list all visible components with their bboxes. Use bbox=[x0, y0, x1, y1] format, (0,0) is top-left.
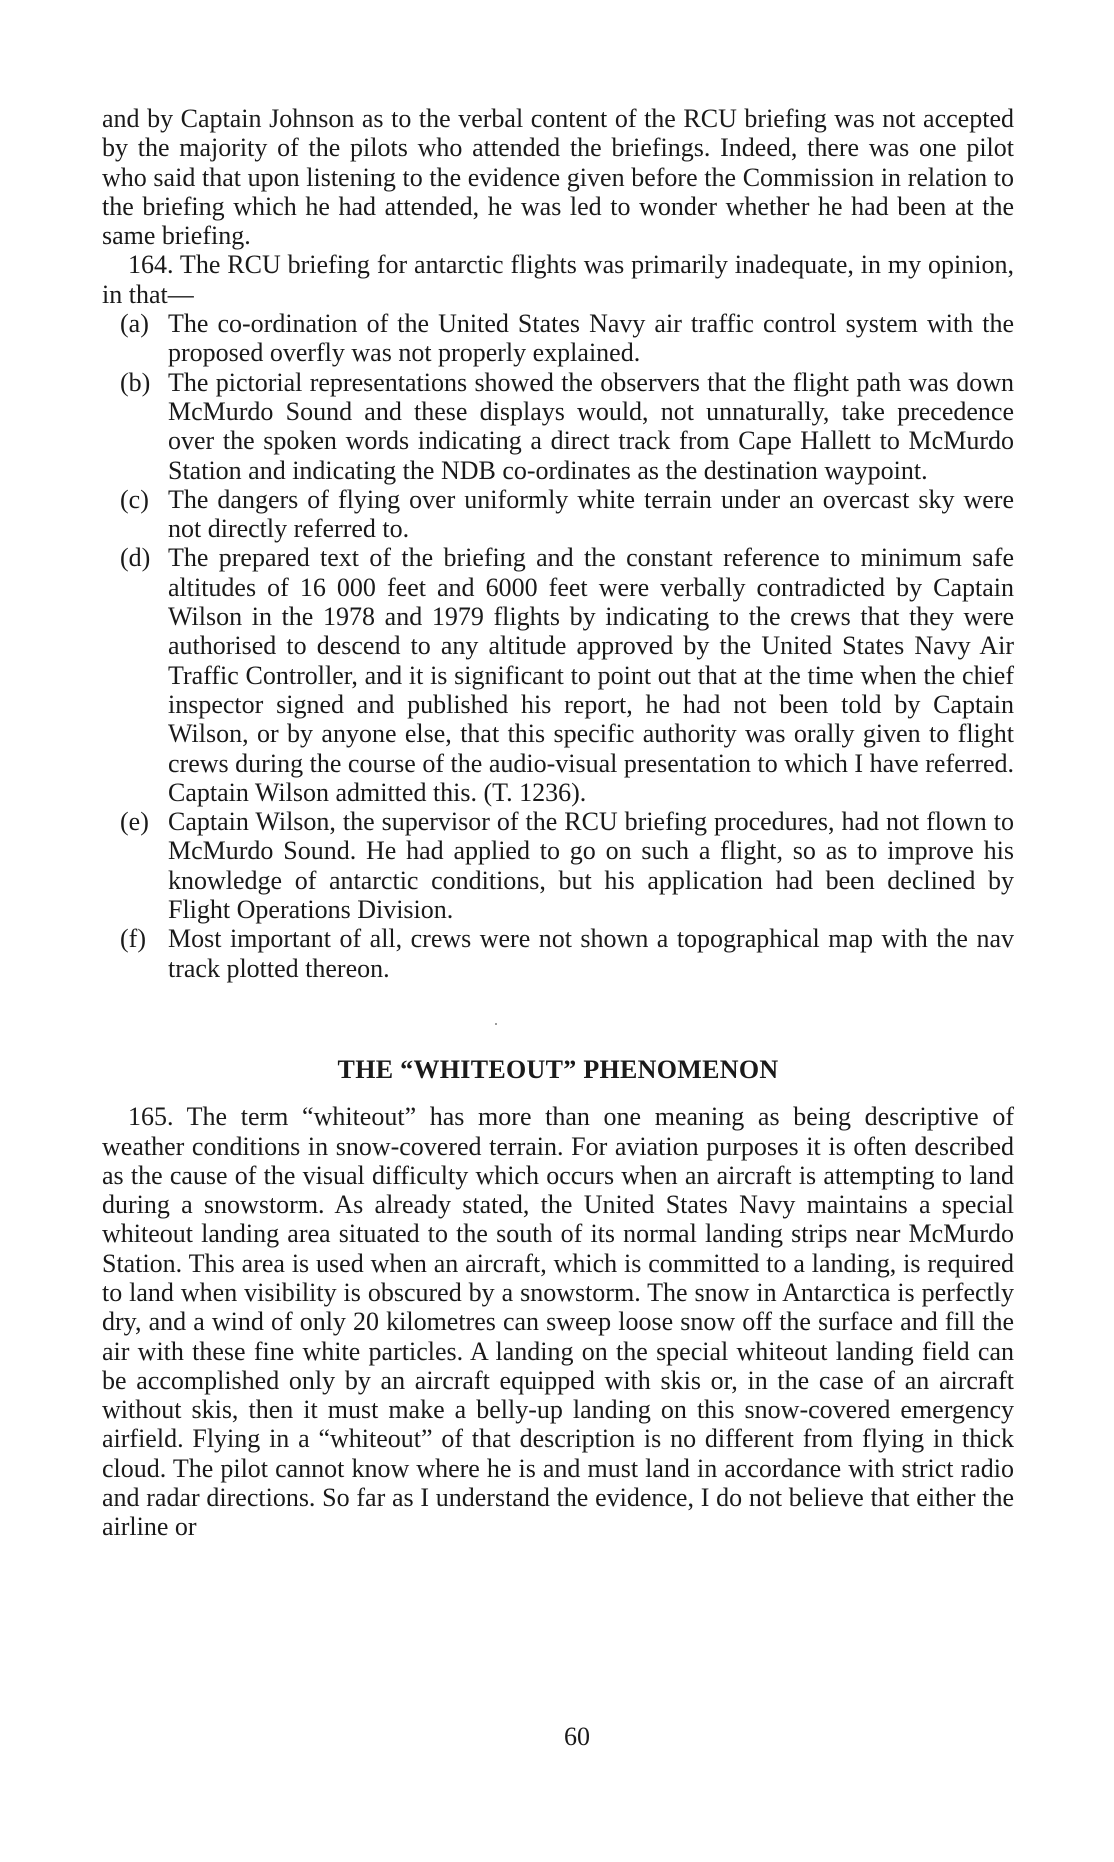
page-number: 60 bbox=[564, 1722, 590, 1751]
list-item-label: (d) bbox=[120, 543, 151, 573]
list-item bbox=[102, 807, 1014, 924]
document-page bbox=[102, 104, 1014, 1542]
list-item bbox=[102, 924, 1014, 983]
scan-speck bbox=[495, 1023, 497, 1025]
list-item bbox=[102, 368, 1014, 485]
list-item-text: The prepared text of the briefing and the constant reference to minimum safe altitudes of 16 000 feet and 6000 feet were verbally contradicted by Captain Wilson in the 1978 and 1979 flights by indicating to the crews that they were authorised to descend to any altitude approved by the United States Navy Air Traffic Controller, and it is significant to point out that at the time when the chief inspector signed and published his report, he had not been told by Captain Wilson, or by anyone else, that this specific authority was orally given to flight crews during the course of the audio-visual presentation to which I have referred. Captain Wilson admitted this. (T. 1236). bbox=[168, 543, 1014, 807]
paragraph-165: 165. The term “whiteout” has more than one meaning as being descriptive of weather conditions in snow-covered terrain. For aviation purposes it is often described as the cause of the visual difficulty which occurs when an aircraft is attempting to land during a snowstorm. As already stated, the United States Navy maintains a special whiteout landing area situated to the south of its normal landing strips near McMurdo Station. This area is used when an aircraft, which is committed to a landing, is required to land when visibility is obscured by a snowstorm. The snow in Antarctica is perfectly dry, and a wind of only 20 kilometres can sweep loose snow off the surface and fill the air with these fine white particles. A landing on the special whiteout landing field can be accomplished only by an aircraft equipped with skis or, in the case of an aircraft without skis, then it must make a belly-up landing on this snow-covered emergency airfield. Flying in a “whiteout” of that description is no different from flying in thick cloud. The pilot cannot know where he is and must land in accordance with strict radio and radar directions. So far as I understand the evidence, I do not believe that either the airline or bbox=[102, 1102, 1014, 1542]
list-item bbox=[102, 485, 1014, 544]
list-item bbox=[102, 543, 1014, 807]
list-item-text: Most important of all, crews were not shown a topographical map with the nav track plotted thereon. bbox=[168, 924, 1014, 983]
inadequacy-list bbox=[102, 309, 1014, 983]
paragraph-164: 164. The RCU briefing for antarctic flights was primarily inadequate, in my opinion, in that— bbox=[102, 250, 1014, 309]
list-item-label: (b) bbox=[120, 367, 151, 397]
intro-paragraph: and by Captain Johnson as to the verbal content of the RCU briefing was not accepted by the majority of the pilots who attended the briefings. Indeed, there was one pilot who said that upon listening to the evidence given before the Commission in relation to the briefing which he had attended, he was led to wonder whether he had been at the same briefing. bbox=[102, 104, 1014, 251]
list-item-text: The co-ordination of the United States Navy air traffic control system with the proposed overfly was not properly explained. bbox=[168, 309, 1014, 368]
list-item bbox=[102, 309, 1014, 368]
list-item-label: (a) bbox=[120, 309, 149, 339]
list-item-text: Captain Wilson, the supervisor of the RCU briefing procedures, had not flown to McMurdo Sound. He had applied to go on such a flight, so as to improve his knowledge of antarctic conditions, but his application had been declined by Flight Operations Division. bbox=[168, 807, 1014, 925]
list-item-label: (c) bbox=[120, 484, 149, 514]
list-item-text: The pictorial representations showed the observers that the flight path was down McMurdo Sound and these displays would, not unnaturally, take precedence over the spoken words indicating a direct track from Cape Hallett to McMurdo Station and indicating the NDB co-ordinates as the destination waypoint. bbox=[168, 367, 1014, 485]
list-item-label: (e) bbox=[120, 807, 149, 837]
list-item-text: The dangers of flying over uniformly white terrain under an overcast sky were not directly referred to. bbox=[168, 484, 1014, 544]
list-item-label: (f) bbox=[120, 924, 146, 954]
section-heading: THE “WHITEOUT” PHENOMENON bbox=[337, 1054, 779, 1084]
